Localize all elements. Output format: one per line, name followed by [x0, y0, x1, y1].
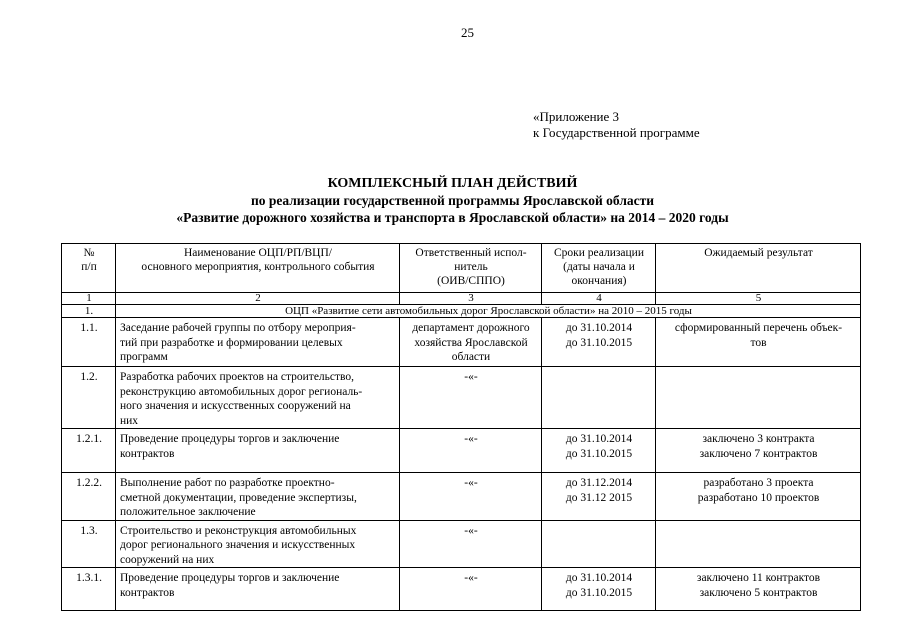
row-dates: до 31.10.2014 до 31.10.2015 — [542, 318, 656, 367]
title-line-2: по реализации государственной программы Ярославской области — [250, 193, 655, 208]
page-number: 25 — [461, 25, 474, 40]
appendix-line-1: «Приложение 3 — [533, 109, 620, 124]
section-row — [62, 305, 861, 318]
row-result: сформированный перечень объек- тов — [656, 318, 861, 367]
table-row — [62, 473, 861, 521]
row-result — [656, 367, 861, 429]
column-numbers-row — [62, 293, 861, 305]
table-row — [62, 318, 861, 367]
header-dates: Сроки реализации (даты начала и окончания) — [542, 244, 656, 293]
column-number: 2 — [116, 293, 400, 305]
row-number: 1.3.1. — [62, 568, 116, 611]
title-line-1: КОМПЛЕКСНЫЙ ПЛАН ДЕЙСТВИЙ — [327, 176, 578, 191]
appendix-note — [533, 109, 700, 141]
section-title: ОЦП «Развитие сети автомобильных дорог Ярославской области» на 2010 – 2015 годы — [116, 305, 861, 318]
action-plan-table — [61, 243, 861, 611]
row-number: 1.2.1. — [62, 429, 116, 473]
row-number: 1.3. — [62, 520, 116, 568]
row-number: 1.1. — [62, 318, 116, 367]
appendix-line-2: к Государственной программе — [533, 125, 700, 140]
row-dates: до 31.12.2014 до 31.12 2015 — [542, 473, 656, 521]
column-number: 4 — [542, 293, 656, 305]
row-responsible: -«- — [400, 520, 542, 568]
column-number: 3 — [400, 293, 542, 305]
document-title — [0, 175, 905, 226]
row-result: заключено 11 контрактов заключено 5 контрактов — [656, 568, 861, 611]
table-row — [62, 568, 861, 611]
header-result: Ожидаемый результат — [656, 244, 861, 293]
row-name: Разработка рабочих проектов на строительство, реконструкцию автомобильных дорог региональ- ного значения и искусственных сооружений на них — [116, 367, 400, 429]
section-number: 1. — [62, 305, 116, 318]
row-dates: до 31.10.2014 до 31.10.2015 — [542, 429, 656, 473]
header-name: Наименование ОЦП/РП/ВЦП/ основного мероприятия, контрольного события — [116, 244, 400, 293]
row-responsible: -«- — [400, 367, 542, 429]
row-name: Проведение процедуры торгов и заключение контрактов — [116, 429, 400, 473]
row-responsible: -«- — [400, 473, 542, 521]
row-responsible: -«- — [400, 568, 542, 611]
row-name: Проведение процедуры торгов и заключение контрактов — [116, 568, 400, 611]
row-dates — [542, 367, 656, 429]
row-number: 1.2.2. — [62, 473, 116, 521]
row-result: разработано 3 проекта разработано 10 проектов — [656, 473, 861, 521]
table-header-row — [62, 244, 861, 293]
row-result — [656, 520, 861, 568]
column-number: 5 — [656, 293, 861, 305]
row-dates — [542, 520, 656, 568]
header-responsible: Ответственный испол- нитель (ОИВ/СППО) — [400, 244, 542, 293]
column-number: 1 — [62, 293, 116, 305]
row-responsible: департамент дорожного хозяйства Ярославской области — [400, 318, 542, 367]
table-row — [62, 520, 861, 568]
row-name: Строительство и реконструкция автомобильных дорог регионального значения и искусственных сооружений на них — [116, 520, 400, 568]
row-number: 1.2. — [62, 367, 116, 429]
header-num: № п/п — [62, 244, 116, 293]
row-responsible: -«- — [400, 429, 542, 473]
table-row — [62, 367, 861, 429]
table-row — [62, 429, 861, 473]
row-dates: до 31.10.2014 до 31.10.2015 — [542, 568, 656, 611]
row-result: заключено 3 контракта заключено 7 контрактов — [656, 429, 861, 473]
row-name: Заседание рабочей группы по отбору мероприя- тий при разработке и формировании целевых программ — [116, 318, 400, 367]
row-name: Выполнение работ по разработке проектно- сметной документации, проведение экспертизы, положительное заключение — [116, 473, 400, 521]
title-line-3: «Развитие дорожного хозяйства и транспорта в Ярославской области» на 2014 – 2020 годы — [176, 210, 729, 225]
